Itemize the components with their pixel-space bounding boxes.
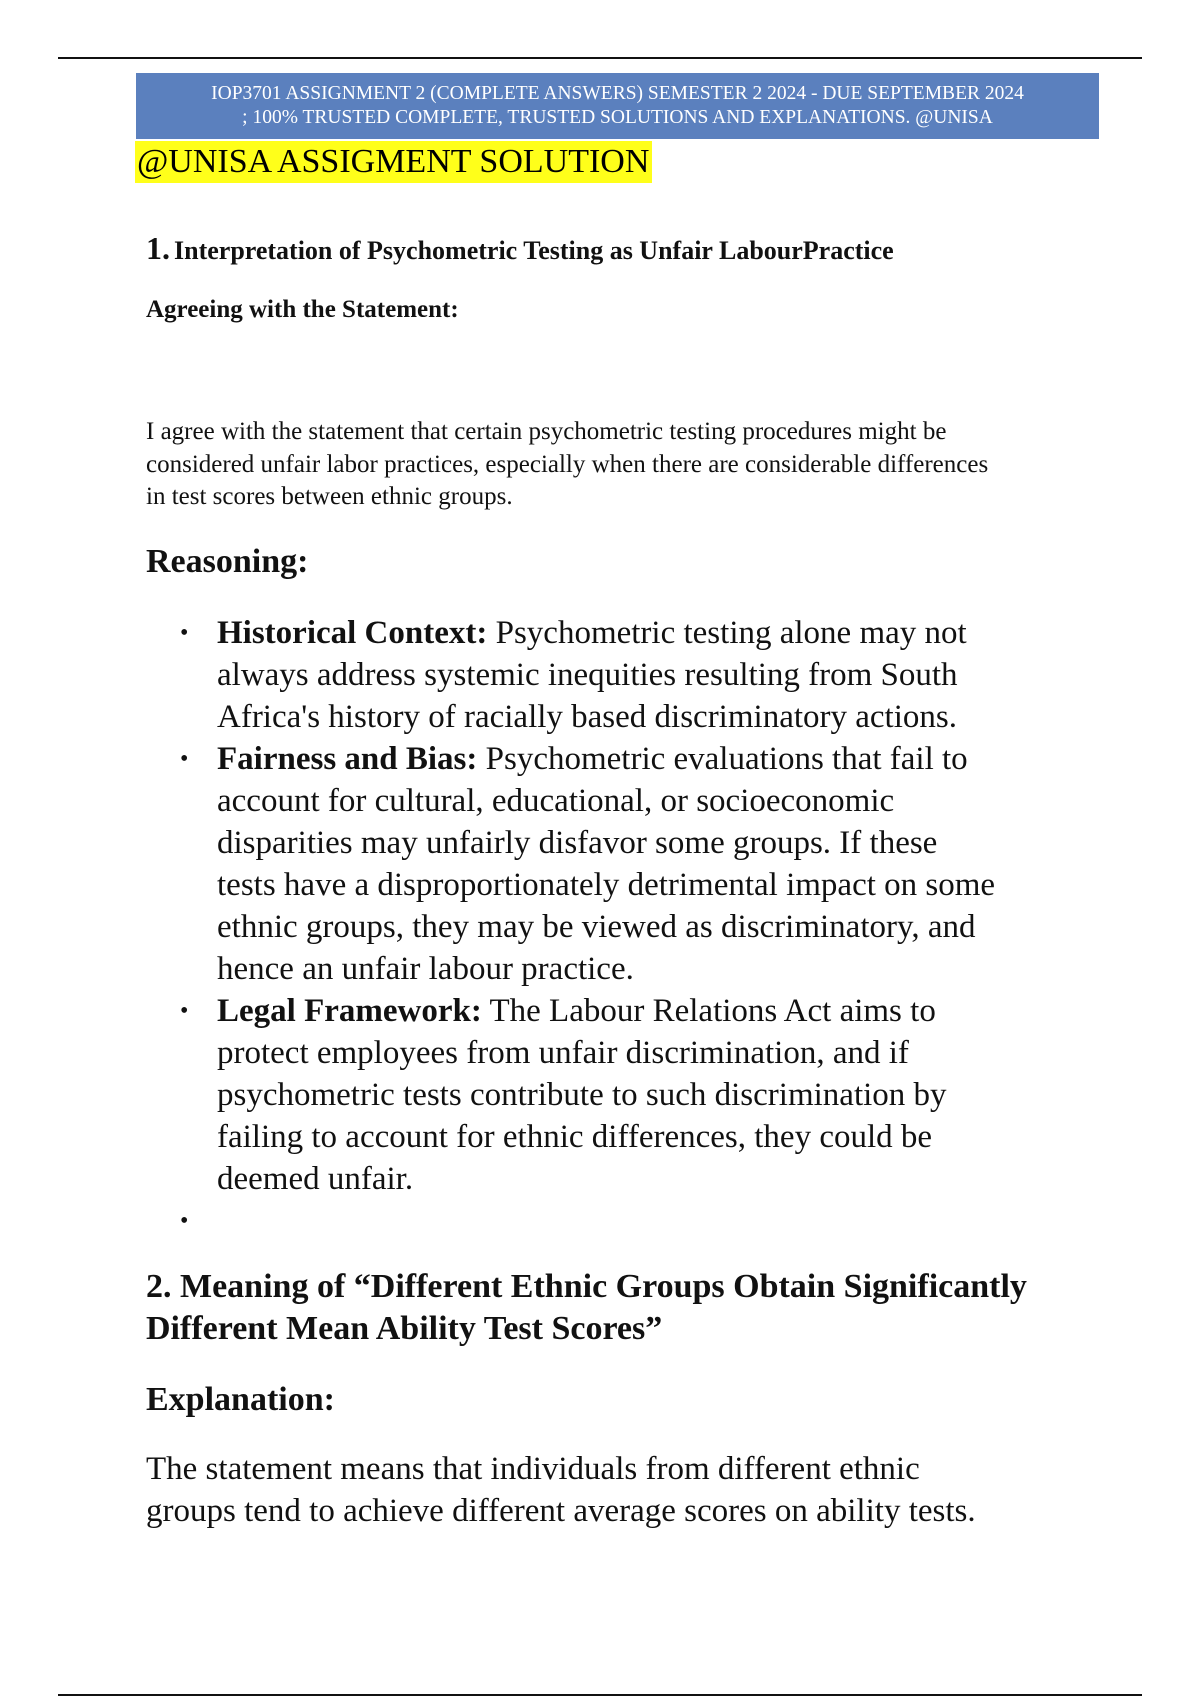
- bullet-text: tests have a disproportionately detrimental impact on some: [217, 867, 996, 903]
- bullet-label: Historical Context:: [217, 615, 488, 651]
- section-2-title-line: Different Mean Ability Test Scores”: [146, 1310, 663, 1347]
- bullet-empty: [146, 1200, 1146, 1242]
- bullet-label: Legal Framework:: [217, 993, 482, 1029]
- bullet-text: always address systemic inequities resulting from South: [217, 657, 958, 693]
- paragraph-line: in test scores between ethnic groups.: [146, 483, 513, 510]
- banner-line-1: IOP3701 ASSIGNMENT 2 (COMPLETE ANSWERS) SEMESTER 2 2024 - DUE SEPTEMBER 2024: [211, 83, 1024, 104]
- bullet-text: psychometric tests contribute to such discrimination by: [217, 1077, 947, 1113]
- bullet-text: account for cultural, educational, or socioeconomic: [217, 783, 895, 819]
- bullet-label: Fairness and Bias:: [217, 741, 478, 777]
- paragraph-line: considered unfair labor practices, especially when there are considerable differences: [146, 450, 989, 478]
- paragraph-line: The statement means that individuals from different ethnic: [146, 1451, 920, 1487]
- bullet-text: Psychometric testing alone may not: [487, 615, 967, 651]
- bullet-text: disparities may unfairly disfavor some groups. If these: [217, 825, 938, 861]
- explanation-heading: Explanation:: [146, 1381, 335, 1418]
- agreeing-subheading: Agreeing with the Statement:: [146, 296, 459, 323]
- top-horizontal-rule: [58, 57, 1142, 59]
- section-1-heading: [146, 228, 894, 275]
- bullet-text: failing to account for ethnic differences, they could be: [217, 1119, 933, 1155]
- bullet-dot-icon: •: [180, 620, 189, 646]
- bullet-text: deemed unfair.: [217, 1161, 414, 1197]
- paragraph-line: I agree with the statement that certain psychometric testing procedures might be: [146, 418, 947, 445]
- bullet-dot-icon: •: [180, 746, 189, 772]
- bullet-dot-icon: •: [180, 998, 189, 1024]
- bullet-text: protect employees from unfair discrimination, and if: [217, 1035, 909, 1071]
- section-2-title-line: 2. Meaning of “Different Ethnic Groups Obtain Significantly: [146, 1268, 1027, 1305]
- bullet-text: ethnic groups, they may be viewed as discriminatory, and: [217, 909, 976, 945]
- bullet-text: Psychometric evaluations that fail to: [477, 741, 968, 777]
- bullet-text: hence an unfair labour practice.: [217, 951, 634, 987]
- bullet-historical-context: [146, 612, 1146, 738]
- bullet-fairness-and-bias: [146, 738, 1146, 990]
- bullet-legal-framework: [146, 990, 1146, 1200]
- agreement-paragraph: [146, 416, 1146, 514]
- section-2-heading: [146, 1266, 1027, 1350]
- reasoning-bullet-list: [146, 612, 1146, 1242]
- highlighted-solution-label: @UNISA ASSIGMENT SOLUTION: [135, 141, 652, 183]
- section-1-number: 1.: [146, 230, 170, 266]
- bullet-dot-icon: •: [180, 1208, 189, 1234]
- bullet-text: Africa's history of racially based discriminatory actions.: [217, 699, 957, 735]
- explanation-paragraph: [146, 1448, 976, 1532]
- bottom-horizontal-rule: [58, 1694, 1142, 1696]
- paragraph-line: groups tend to achieve different average scores on ability tests.: [146, 1493, 976, 1529]
- bullet-text: The Labour Relations Act aims to: [481, 993, 936, 1029]
- reasoning-heading: Reasoning:: [146, 543, 309, 580]
- title-banner: [136, 73, 1099, 139]
- banner-line-2: ; 100% TRUSTED COMPLETE, TRUSTED SOLUTIONS AND EXPLANATIONS. @UNISA: [242, 107, 993, 128]
- section-1-title: Interpretation of Psychometric Testing as Unfair LabourPractice: [174, 236, 894, 265]
